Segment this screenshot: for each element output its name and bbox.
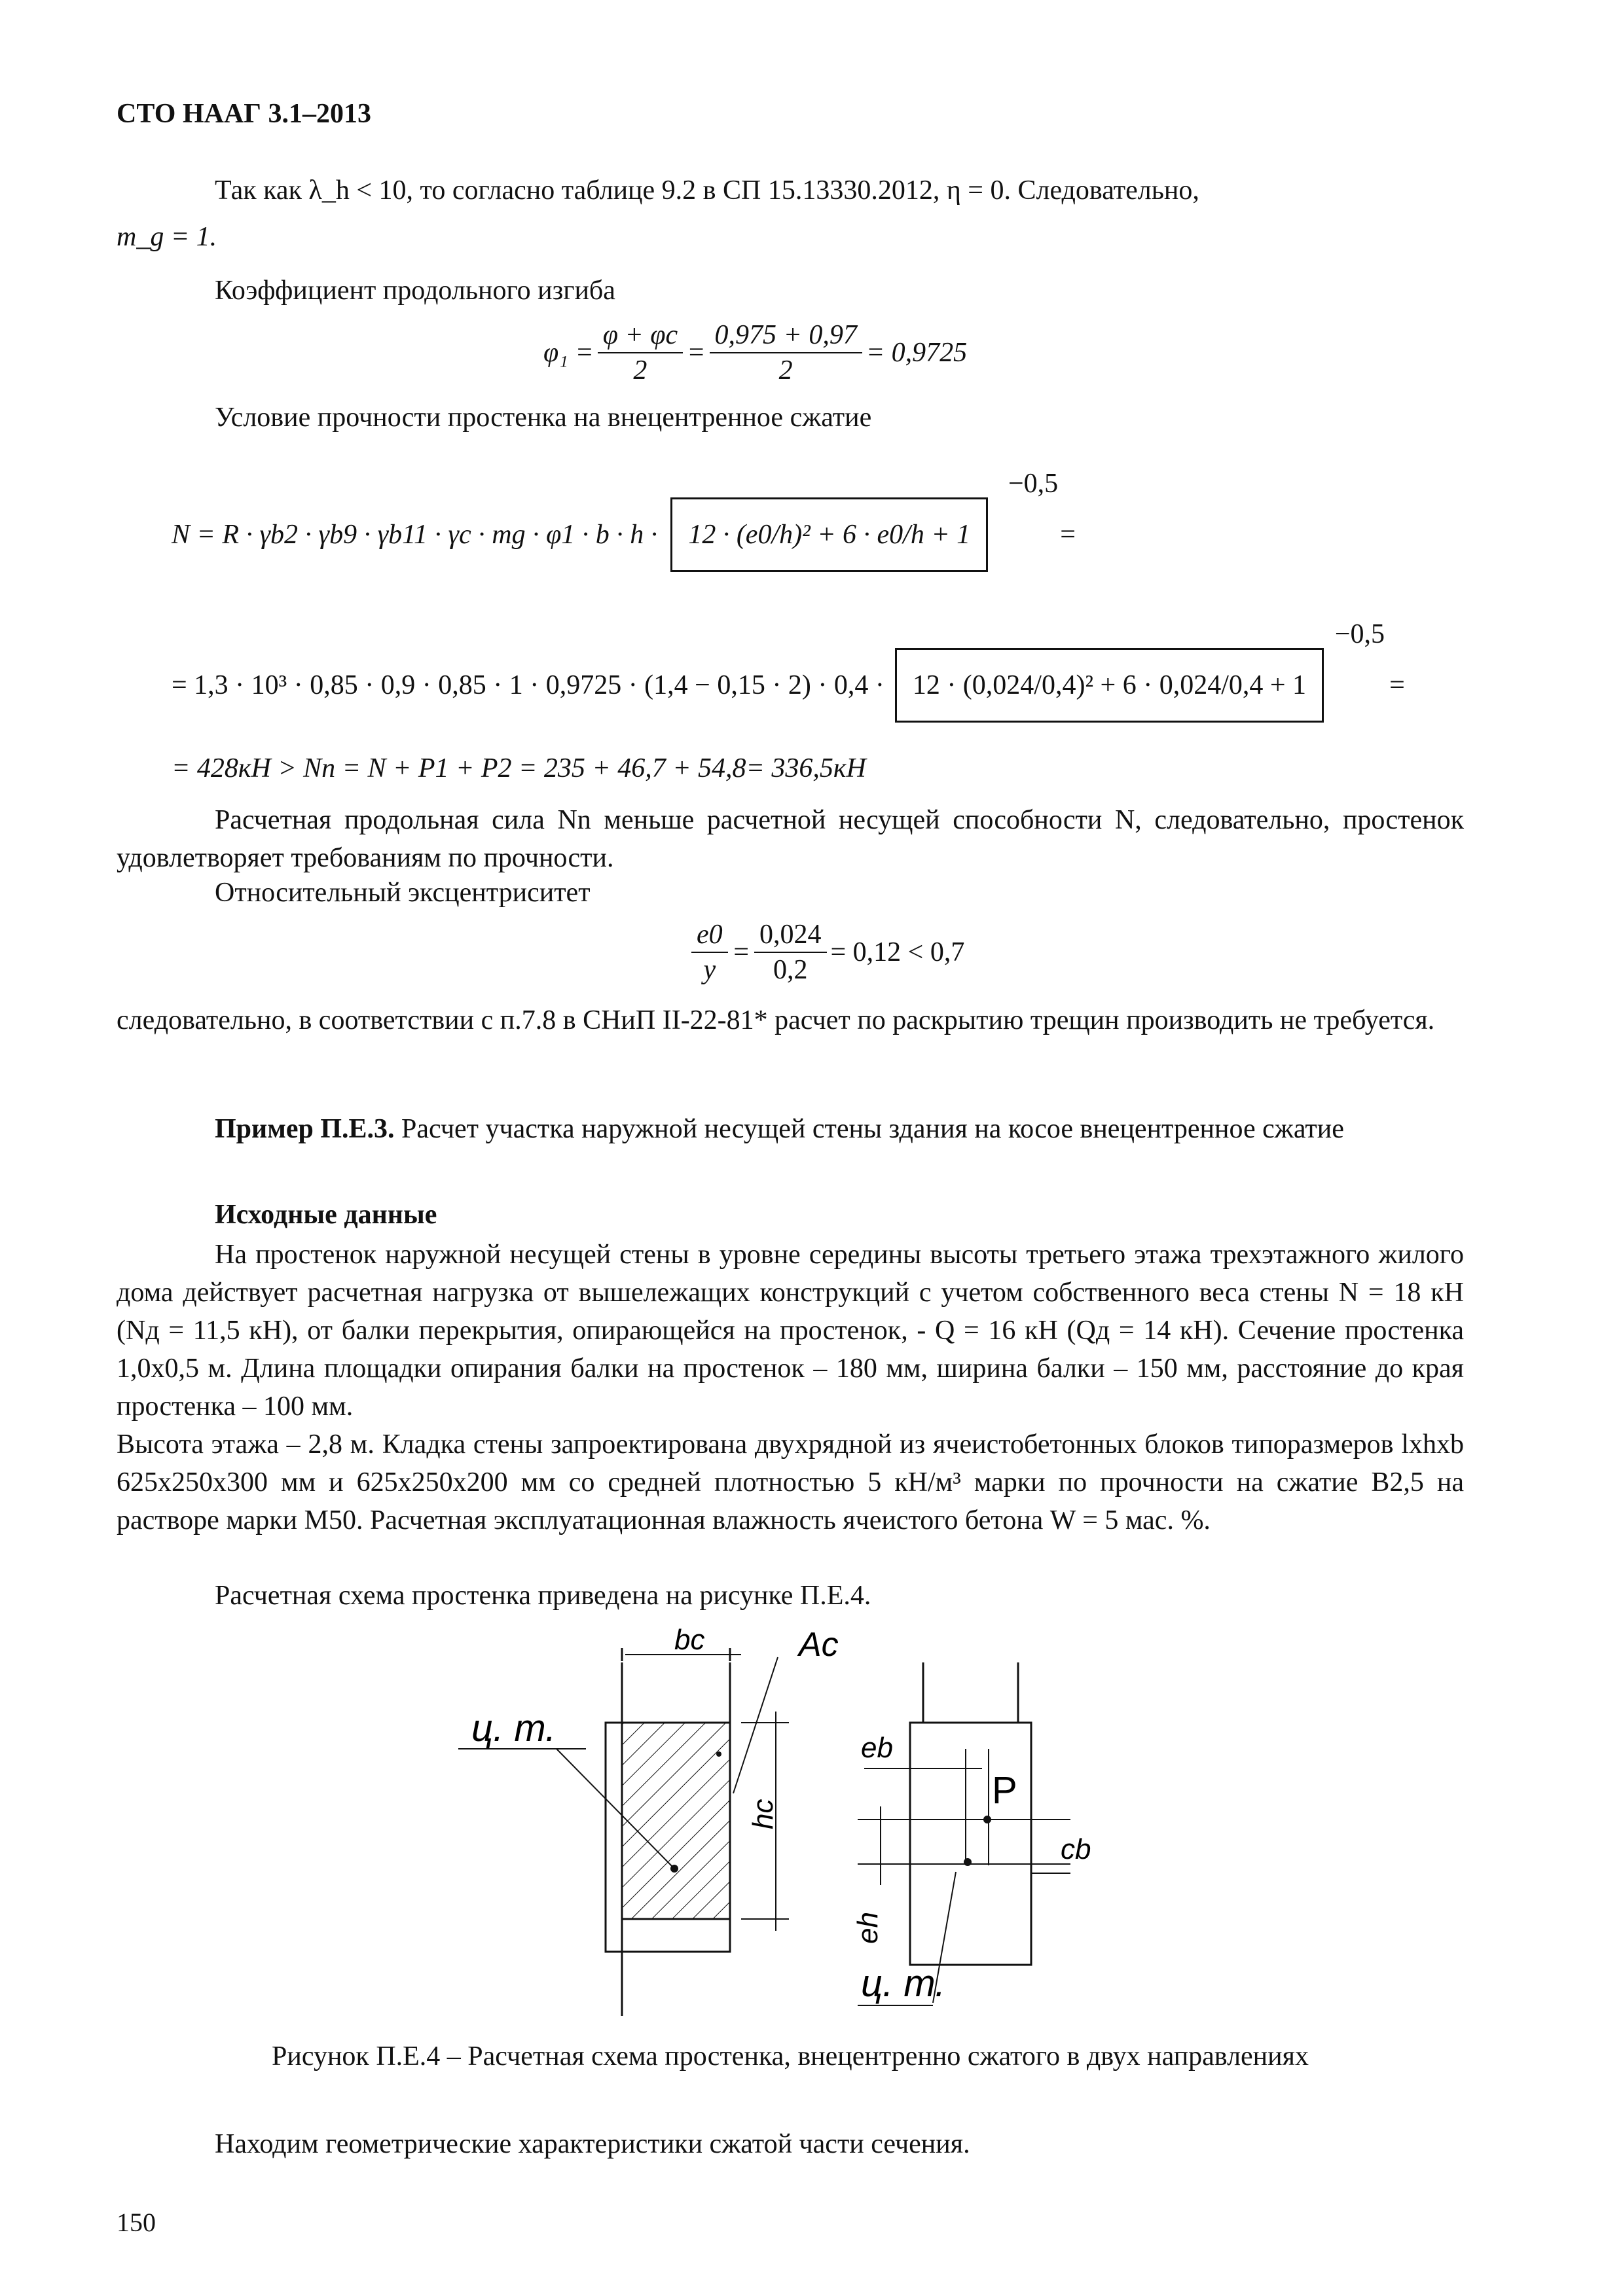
eq1-lhs: N = R · γb2 · γb9 · γb11 · γc · mg · φ1 · b · h · [172, 520, 658, 550]
formula-phi1-result: = 0,9725 [866, 338, 968, 368]
eq2-bracket [895, 619, 1385, 723]
paragraph-eccentricity-title: Относительный эксцентриситет [215, 878, 591, 908]
paragraph-masonry: Высота этажа – 2,8 м. Кладка стены запроектирована двухрядной из ячеистобетонных блоков типоразмеров lxhxb 625х250х300 мм и 625х250х200 мм со средней плотностью 5 кН/м³ марки по прочности на сжатие В2,5 на растворе марки М50. Расчетная эксплуатационная влажность ячеистого бетона W = 5 мас. %. [117, 1429, 1464, 1535]
compressed-area-hatch [622, 1723, 730, 1919]
eq2-lhs: = 1,3 · 10³ · 0,85 · 0,9 · 0,85 · 1 · 0,9725 · (1,4 − 0,15 · 2) · 0,4 · [172, 670, 884, 700]
frac2-num: 0,975 + 0,97 [710, 319, 862, 353]
subheading-input-data: Исходные данные [215, 1200, 437, 1230]
left-section [458, 1624, 839, 2016]
formula-eccentricity: $\frac{e0}{y}$ = $\frac{0,024}{0,2}$ = 0,12 < 0,7 [687, 919, 964, 986]
ecc-frac1-num: e0 [691, 919, 728, 953]
label-ct-right: ц. т. [861, 1962, 946, 2005]
formula-n-general [172, 469, 1076, 572]
ecc-result: = 0,12 < 0,7 [830, 937, 965, 967]
frac2-den: 2 [778, 355, 793, 386]
right-section [852, 1662, 1091, 2005]
eq2-body: 12 · (0,024/0,4)² + 6 · 0,024/0,4 + 1 [912, 670, 1307, 700]
paragraph-loads: На простенок наружной несущей стены в уровне середины высоты третьего этажа трехэтажного жилого дома действует расчетная нагрузка от вышележащих конструкций с учетом собственного веса стены N = 18 кН (Nд = 11,5 кН), от балки перекрытия, опирающейся на простенок, - Q = 16 кН (Qд = 14 кН). Сечение простенка 1,0х0,5 м. Длина площадки опирания балки на простенок – 180 мм, ширина балки – 150 мм, расстояние до края простенка – 100 мм. [117, 1240, 1464, 1422]
ecc-frac1-den: y [703, 955, 716, 985]
label-cb: cb [1061, 1833, 1091, 1865]
formula-phi1-frac1 [598, 319, 683, 386]
label-ct-left: ц. т. [471, 1707, 556, 1749]
document-header: СТО НААГ 3.1–2013 [117, 99, 372, 129]
paragraph-cracks: следовательно, в соответствии с п.7.8 в СНиП II-22-81* расчет по раскрытию трещин производить не требуется. [117, 1005, 1435, 1035]
paragraph-buckling: Коэффициент продольного изгиба [215, 276, 615, 306]
ecc-frac1 [691, 919, 728, 986]
frac1-den: 2 [633, 355, 647, 386]
figure-pier-scheme [458, 1623, 1113, 2016]
formula-phi1-lhs: φ₁ = [543, 338, 594, 368]
eq2-equals: = [1389, 670, 1405, 700]
paragraph-example [117, 1110, 1464, 1148]
formula-result: = 428кН > Nn = N + P1 + P2 = 235 + 46,7 + 54,8= 336,5кН [172, 753, 866, 783]
eq1-bracket [670, 469, 1059, 572]
example-label: Пример П.Е.3. [215, 1114, 395, 1144]
eq2-exponent: −0,5 [1334, 619, 1385, 649]
label-bc: bc [674, 1624, 705, 1656]
frac1-num: φ + φc [598, 319, 683, 353]
label-ac: Ac [799, 1626, 839, 1664]
label-eb: eb [861, 1732, 893, 1764]
ecc-frac2 [754, 919, 827, 986]
paragraph-lambda: Так как λ_h < 10, то согласно таблице 9.2 в СП 15.13330.2012, η = 0. Следовательно, [215, 175, 1199, 206]
label-eh: eh [852, 1912, 884, 1944]
example-text: Расчет участка наружной несущей стены здания на косое внецентренное сжатие [394, 1114, 1344, 1144]
eq1-equals: = [1060, 520, 1076, 550]
paragraph-geometry: Находим геометрические характеристики сжатой части сечения. [215, 2129, 970, 2159]
ecc-frac2-den: 0,2 [773, 955, 808, 985]
page-number: 150 [117, 2208, 156, 2237]
figure-caption: Рисунок П.Е.4 – Расчетная схема простенка, внецентренно сжатого в двух направлениях [272, 2041, 1309, 2072]
paragraph-conclusion-strength: Расчетная продольная сила Nn меньше расчетной несущей способности N, следовательно, простенок удовлетворяет требованиям по прочности. [117, 805, 1464, 873]
paragraph-scheme-ref: Расчетная схема простенка приведена на рисунке П.Е.4. [215, 1581, 871, 1611]
formula-phi1-frac2 [710, 319, 862, 386]
eq1-exponent: −0,5 [1008, 469, 1059, 499]
paragraph-strength-condition: Условие прочности простенка на внецентренное сжатие [215, 403, 872, 433]
formula-n-numeric [172, 619, 1405, 723]
label-hc: hc [747, 1799, 779, 1829]
centroid-right-dot [964, 1858, 972, 1866]
eq1-body: 12 · (e0/h)² + 6 · e0/h + 1 [688, 520, 971, 550]
formula-phi1: φ₁ = $\frac{\varphi + \varphi c}{2}$ = $\frac{0,975 + 0,97}{2}$ = 0,9725 [543, 320, 968, 386]
paragraph-mg: m_g = 1. [117, 222, 217, 252]
ecc-frac2-num: 0,024 [754, 919, 827, 953]
label-p: P [992, 1769, 1017, 1812]
